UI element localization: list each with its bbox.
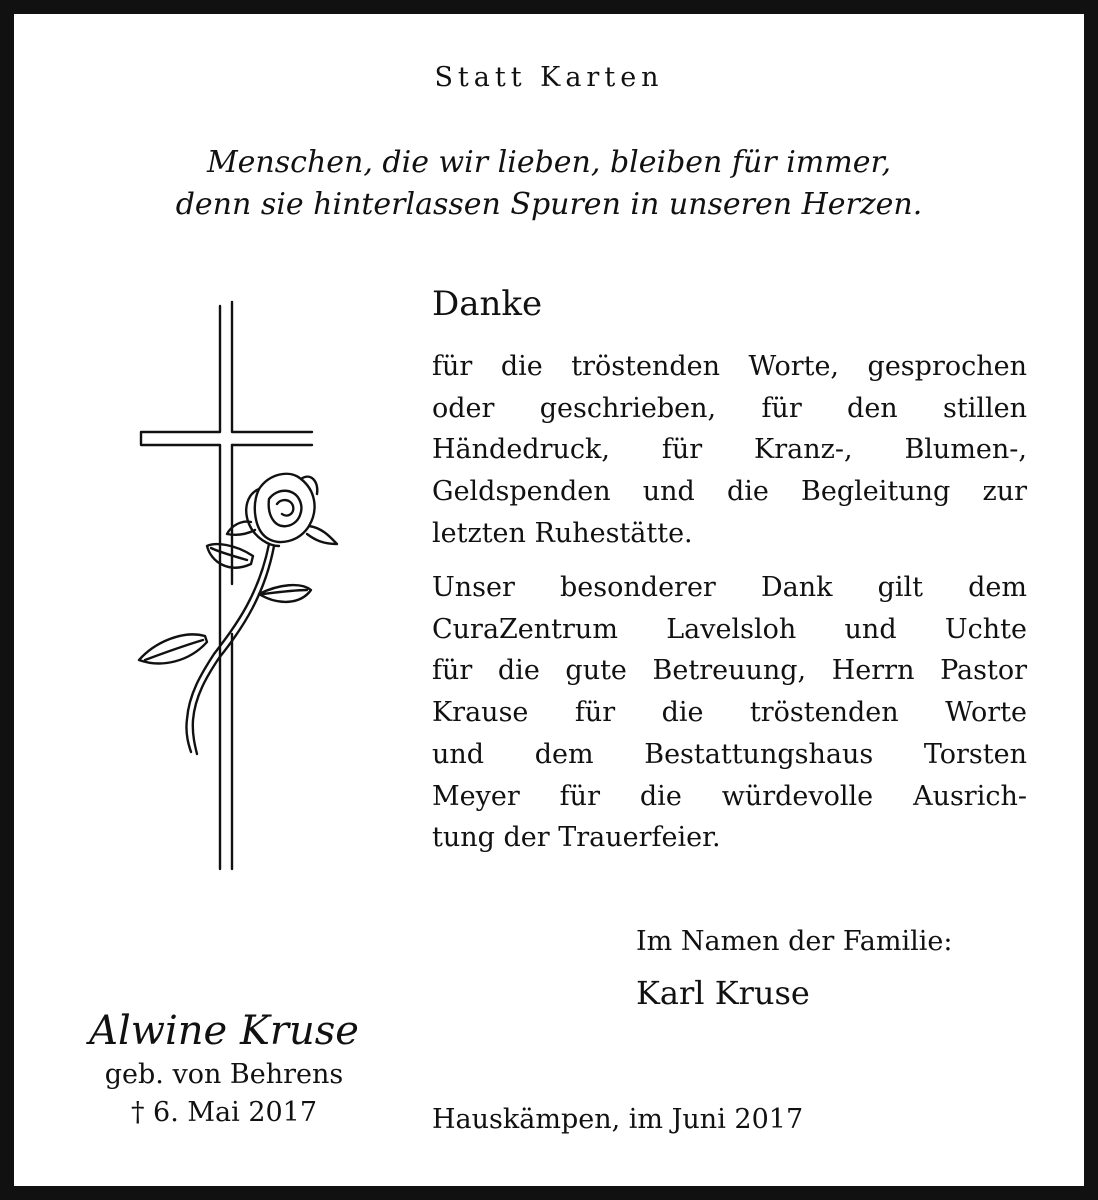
paragraph-line: letzten Ruhestätte. [432, 517, 693, 549]
paragraph-line: Händedruck, für Kranz-, Blumen-, [432, 434, 1027, 466]
paragraph-line: Meyer für die würdevolle Ausrich- [432, 780, 1027, 812]
paragraph-line: und dem Bestattungshaus Torsten [432, 738, 1027, 770]
deceased-birth-name: geb. von Behrens [104, 1059, 344, 1090]
family-name: Karl Kruse [636, 974, 810, 1012]
thanks-title: Danke [432, 284, 543, 324]
paragraph-line: Krause für die tröstenden Worte [432, 697, 1027, 729]
deceased-death-date: † 6. Mai 2017 [130, 1097, 318, 1128]
quote-line-1: Menschen, die wir lieben, bleiben für immer, [206, 145, 892, 180]
paragraph-line: Geldspenden und die Begleitung zur [432, 476, 1027, 508]
paragraph-line: für die gute Betreuung, Herrn Pastor [432, 655, 1027, 687]
quote-line-2: denn sie hinterlassen Spuren in unseren Herzen. [175, 187, 923, 222]
memorial-quote [14, 142, 1084, 226]
cross-with-rose-icon [119, 294, 349, 874]
family-label: Im Namen der Familie: [636, 926, 953, 957]
deceased-block [44, 1006, 404, 1132]
thanks-paragraph-1 [432, 346, 1027, 555]
paragraph-line: oder geschrieben, für den stillen [432, 392, 1027, 424]
paragraph-line: für die tröstenden Worte, gesprochen [432, 351, 1027, 382]
deceased-name: Alwine Kruse [89, 1008, 359, 1054]
header-statt-karten: Statt Karten [434, 62, 664, 93]
paragraph-line: tung der Trauerfeier. [432, 822, 721, 854]
paragraph-line: CuraZentrum Lavelsloh und Uchte [432, 613, 1027, 645]
place-and-date: Hauskämpen, im Juni 2017 [432, 1104, 804, 1135]
thanks-paragraph-2 [432, 567, 1027, 859]
paragraph-line: Unser besonderer Dank gilt dem [432, 572, 1027, 603]
